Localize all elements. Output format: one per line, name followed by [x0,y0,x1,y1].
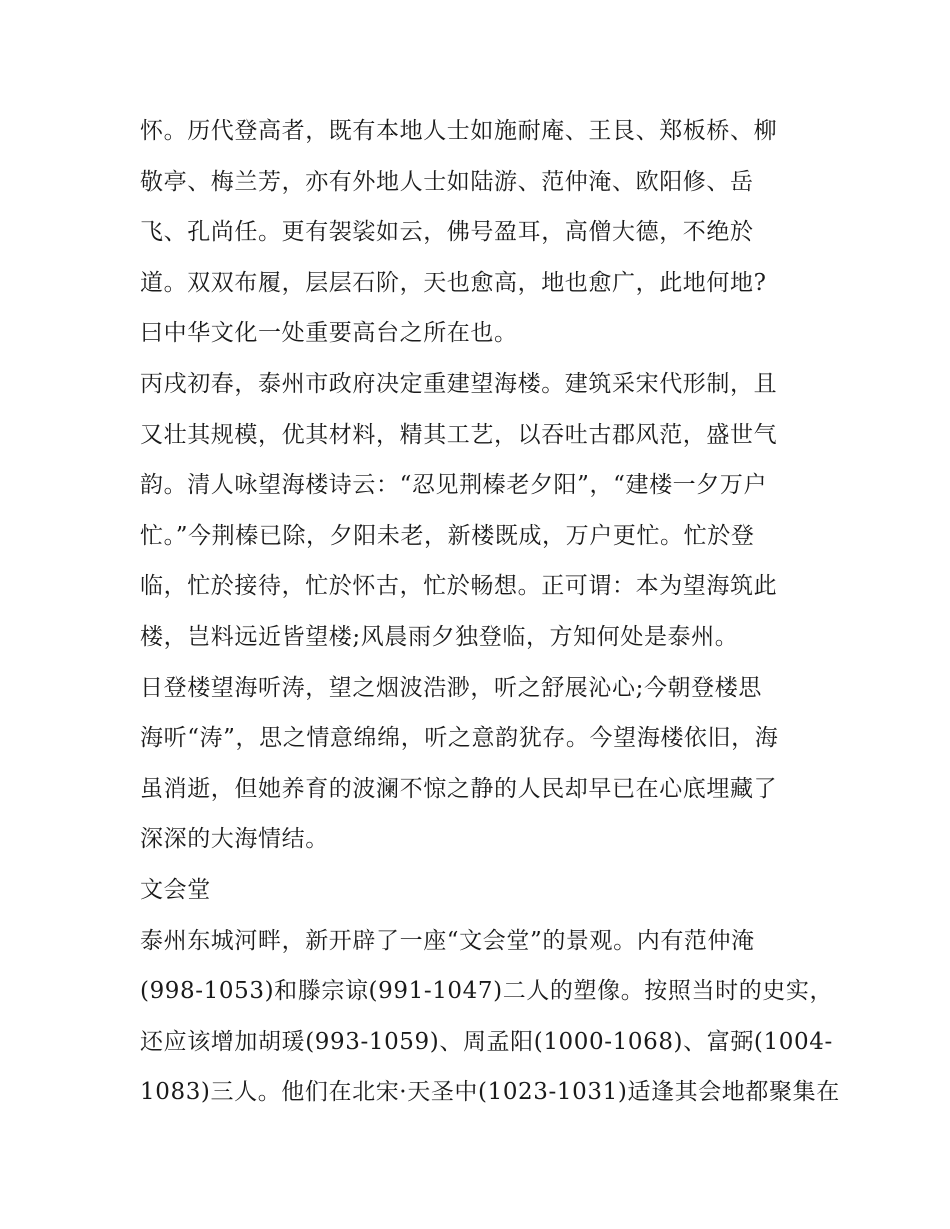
text-line: 道。双双布履，层层石阶，天也愈高，地也愈广，此地何地? [140,269,767,296]
text-line: 韵。清人咏望海楼诗云：“忍见荆榛老夕阳”，“建楼一夕万户 [140,472,768,499]
text-line: 临，忙於接待，忙於怀古，忙於畅想。正可谓：本为望海筑此 [140,573,778,600]
text-line: 飞、孔尚任。更有袈裟如云，佛号盈耳，高僧大德，不绝於 [140,219,754,246]
text-line: 敬亭、梅兰芳，亦有外地人士如陆游、范仲淹、欧阳修、岳 [140,168,754,195]
text-line: 还应该增加胡瑗(993-1059)、周孟阳(1000-1068)、富弼(1004- [140,1028,833,1055]
text-line: 虽消逝，但她养育的波澜不惊之静的人民却早已在心底埋藏了 [140,775,778,802]
text-line: 忙。”今荆榛已除，夕阳未老，新楼既成，万户更忙。忙於登 [140,522,755,549]
text-line: (998-1053)和滕宗谅(991-1047)二人的塑像。按照当时的史实， [140,978,834,1005]
text-line: 又壮其规模，优其材料，精其工艺，以吞吐古郡风范，盛世气 [140,421,778,448]
text-line: 泰州东城河畔，新开辟了一座“文会堂”的景观。内有范仲淹 [140,927,755,954]
text-line: 日登楼望海听涛，望之烟波浩渺，听之舒展沁心;今朝登楼思 [140,674,762,701]
body-text [140,106,840,1118]
section-heading: 文会堂 [140,876,211,903]
text-line: 曰中华文化一处重要高台之所在也。 [140,320,518,347]
text-line: 楼，岂料远近皆望楼;风晨雨夕独登临，方知何处是泰州。 [140,623,739,650]
text-line: 丙戌初春，泰州市政府决定重建望海楼。建筑采宋代形制，且 [140,370,778,397]
text-line: 1083)三人。他们在北宋·天圣中(1023-1031)适逢其会地都聚集在 [140,1079,840,1106]
text-line: 海听“涛”，思之情意绵绵，听之意韵犹存。今望海楼依旧，海 [140,725,779,752]
text-line: 深深的大海情结。 [140,826,329,853]
text-line: 怀。历代登高者，既有本地人士如施耐庵、王艮、郑板桥、柳 [140,118,778,144]
